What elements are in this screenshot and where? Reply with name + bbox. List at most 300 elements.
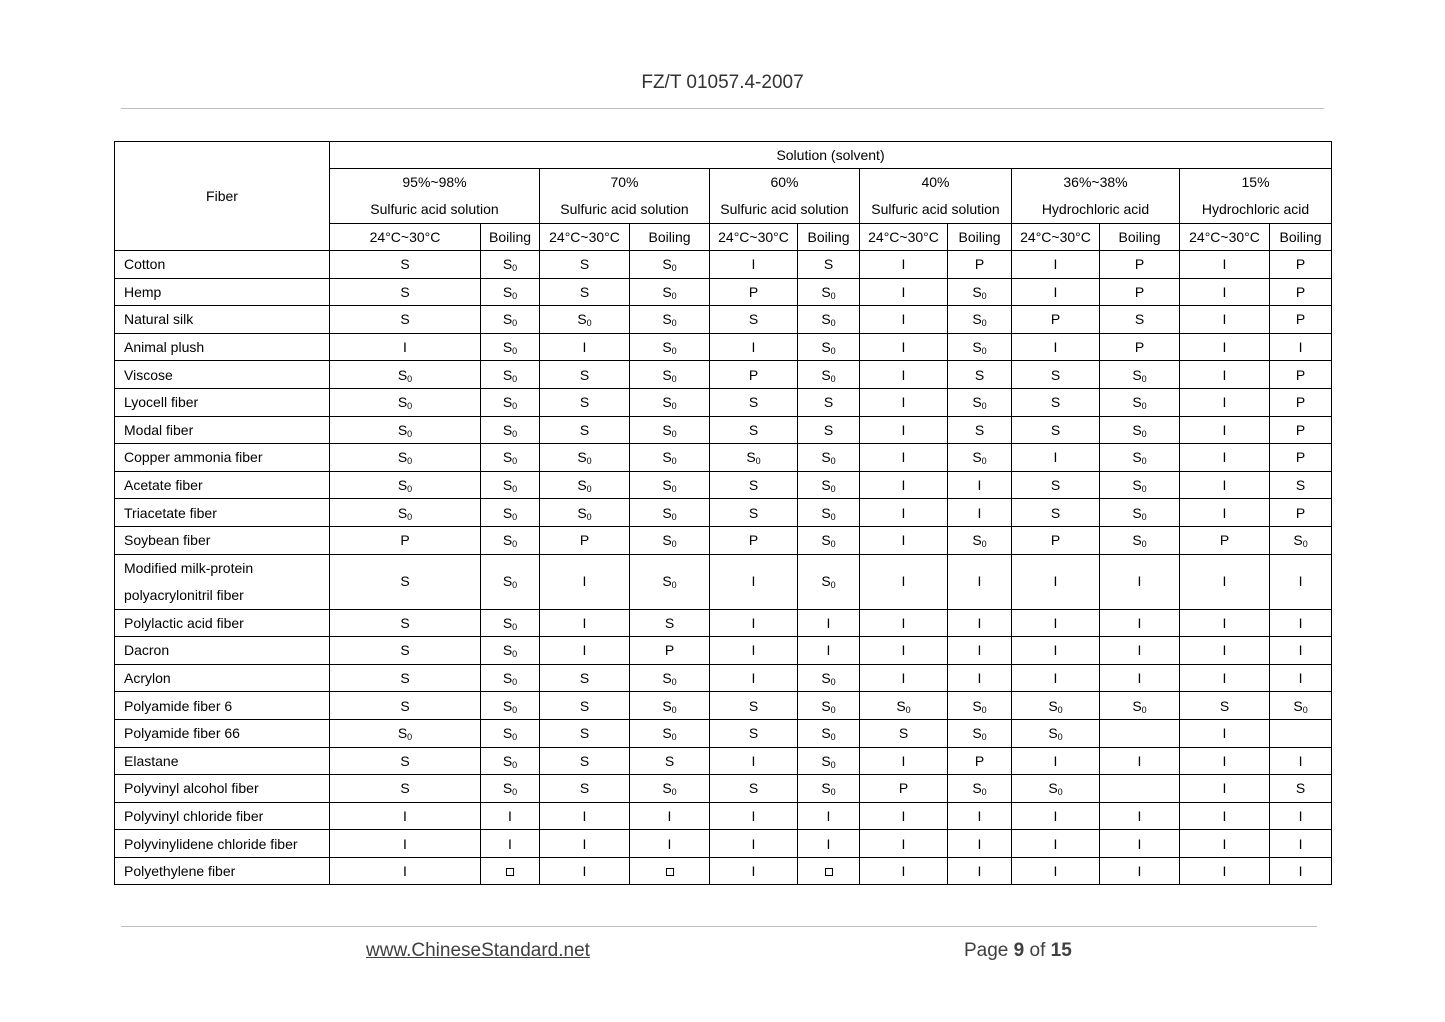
solubility-cell: S	[860, 719, 948, 747]
solubility-cell: I	[1012, 554, 1100, 609]
fiber-name: Polyvinyl chloride fiber	[115, 802, 330, 830]
solubility-cell: $S_0$	[860, 692, 948, 720]
solubility-cell: $S_0$	[1100, 471, 1180, 499]
solubility-cell: I	[948, 499, 1012, 527]
solution-concentration: 70%	[610, 174, 639, 190]
solution-column-header	[330, 169, 540, 224]
solution-name: Sulfuric acid solution	[370, 201, 499, 217]
solubility-cell: I	[1100, 830, 1180, 858]
square-mark-icon	[506, 868, 514, 876]
solubility-cell: I	[630, 802, 710, 830]
fiber-column-header: Fiber	[115, 142, 330, 251]
table-row	[115, 278, 1332, 306]
solubility-cell: I	[860, 416, 948, 444]
solubility-cell: $S_0$	[1012, 692, 1100, 720]
solubility-cell: P	[948, 251, 1012, 279]
temperature-header: 24°C~30°C	[860, 224, 948, 251]
solubility-cell: I	[1180, 775, 1270, 803]
solubility-cell: I	[1180, 857, 1270, 885]
fiber-name: Soybean fiber	[115, 526, 330, 554]
solubility-cell: $S_0$	[948, 692, 1012, 720]
boiling-header: Boiling	[630, 224, 710, 251]
fiber-name: Copper ammonia fiber	[115, 444, 330, 472]
solubility-cell: I	[1180, 306, 1270, 334]
solubility-cell: $S_0$	[630, 388, 710, 416]
solubility-cell: I	[860, 664, 948, 692]
page-of: of	[1029, 940, 1046, 961]
solubility-cell: I	[1180, 609, 1270, 637]
fiber-name: Acetate fiber	[115, 471, 330, 499]
fiber-name: Modal fiber	[115, 416, 330, 444]
solubility-cell: I	[1180, 664, 1270, 692]
solubility-cell: $S_0$	[630, 251, 710, 279]
solubility-cell: I	[860, 857, 948, 885]
solution-header: Solution (solvent)	[330, 142, 1332, 169]
solubility-cell	[630, 857, 710, 885]
solution-column-header	[710, 169, 860, 224]
solubility-cell: P	[1270, 499, 1332, 527]
solubility-cell: S	[540, 692, 630, 720]
solubility-cell: S	[710, 306, 798, 334]
solubility-cell: $S_0$	[798, 333, 860, 361]
solubility-cell: I	[948, 830, 1012, 858]
table-row	[115, 499, 1332, 527]
solubility-cell: S	[330, 775, 481, 803]
solubility-cell: I	[1270, 830, 1332, 858]
solution-concentration: 60%	[770, 174, 799, 190]
table-row	[115, 719, 1332, 747]
solubility-cell: $S_0$	[798, 719, 860, 747]
solution-concentration: 15%	[1241, 174, 1270, 190]
solubility-cell: P	[860, 775, 948, 803]
page-prefix: Page	[964, 940, 1009, 961]
solubility-cell: $S_0$	[710, 444, 798, 472]
solubility-cell: S	[1012, 361, 1100, 389]
solubility-cell: I	[1270, 637, 1332, 665]
square-mark-icon	[825, 868, 833, 876]
solubility-cell: I	[540, 609, 630, 637]
solubility-cell: I	[860, 526, 948, 554]
solubility-cell: I	[1180, 719, 1270, 747]
solubility-cell: I	[860, 278, 948, 306]
solubility-cell: P	[1100, 333, 1180, 361]
solubility-cell: I	[1180, 830, 1270, 858]
solubility-cell: I	[1270, 333, 1332, 361]
solubility-cell: I	[540, 637, 630, 665]
solubility-cell	[1270, 719, 1332, 747]
solubility-cell: S	[330, 278, 481, 306]
solubility-cell: P	[1270, 251, 1332, 279]
solubility-cell: $S_0$	[481, 609, 540, 637]
solubility-cell: I	[481, 802, 540, 830]
solubility-cell: $S_0$	[1100, 526, 1180, 554]
solubility-cell: I	[1180, 554, 1270, 609]
boiling-header: Boiling	[798, 224, 860, 251]
table-row	[115, 554, 1332, 609]
solubility-cell: I	[1100, 802, 1180, 830]
solubility-cell: I	[860, 361, 948, 389]
solubility-cell: P	[1012, 526, 1100, 554]
solubility-cell: $S_0$	[948, 388, 1012, 416]
solubility-cell: I	[948, 609, 1012, 637]
solubility-cell: $S_0$	[481, 499, 540, 527]
solubility-cell: I	[860, 747, 948, 775]
solution-concentration: 40%	[921, 174, 950, 190]
table-row	[115, 416, 1332, 444]
solubility-cell: P	[330, 526, 481, 554]
table-row	[115, 609, 1332, 637]
solubility-cell: $S_0$	[540, 306, 630, 334]
solubility-cell: P	[1270, 416, 1332, 444]
table-row	[115, 802, 1332, 830]
solubility-cell: I	[1180, 747, 1270, 775]
solubility-cell: $S_0$	[798, 554, 860, 609]
solubility-cell: I	[1100, 857, 1180, 885]
solubility-cell: I	[710, 333, 798, 361]
fiber-name-line: Modified milk-protein	[124, 559, 254, 576]
temperature-header: 24°C~30°C	[1012, 224, 1100, 251]
solubility-cell: I	[1100, 554, 1180, 609]
solubility-cell: S	[540, 388, 630, 416]
solubility-cell: $S_0$	[798, 361, 860, 389]
fiber-name: Polyamide fiber 6	[115, 692, 330, 720]
solubility-table	[114, 141, 1332, 885]
solubility-cell: $S_0$	[481, 664, 540, 692]
solubility-cell: $S_0$	[1100, 444, 1180, 472]
solubility-cell: S	[798, 251, 860, 279]
solubility-cell: I	[860, 830, 948, 858]
table-row	[115, 692, 1332, 720]
solubility-cell: I	[710, 830, 798, 858]
solubility-cell: P	[710, 526, 798, 554]
table-row	[115, 775, 1332, 803]
solubility-cell: $S_0$	[1100, 361, 1180, 389]
table-row	[115, 444, 1332, 472]
table-row	[115, 306, 1332, 334]
solubility-cell: P	[1270, 388, 1332, 416]
solubility-cell: $S_0$	[481, 637, 540, 665]
solubility-cell: S	[710, 692, 798, 720]
solubility-cell: I	[1180, 388, 1270, 416]
solubility-cell: I	[1270, 554, 1332, 609]
solubility-cell: S	[330, 747, 481, 775]
solubility-cell: I	[481, 830, 540, 858]
solubility-cell: $S_0$	[481, 747, 540, 775]
solubility-cell: $S_0$	[330, 719, 481, 747]
solubility-cell: $S_0$	[330, 499, 481, 527]
solubility-cell: I	[710, 857, 798, 885]
solubility-cell: S	[330, 637, 481, 665]
solubility-cell: I	[710, 802, 798, 830]
solution-column-header	[1012, 169, 1180, 224]
fiber-name: Polyvinylidene chloride fiber	[115, 830, 330, 858]
solubility-cell: I	[710, 554, 798, 609]
solubility-cell: P	[1270, 444, 1332, 472]
solubility-cell: I	[1012, 251, 1100, 279]
solubility-cell: I	[540, 333, 630, 361]
solubility-cell: I	[1180, 802, 1270, 830]
solubility-cell: $S_0$	[481, 471, 540, 499]
solubility-cell: $S_0$	[798, 306, 860, 334]
boiling-header: Boiling	[1100, 224, 1180, 251]
solution-column-header	[860, 169, 1012, 224]
solubility-cell: S	[710, 388, 798, 416]
solubility-cell: S	[710, 719, 798, 747]
fiber-name: Natural silk	[115, 306, 330, 334]
solution-name: Sulfuric acid solution	[560, 201, 689, 217]
table-row	[115, 251, 1332, 279]
fiber-name: Polyvinyl alcohol fiber	[115, 775, 330, 803]
solubility-cell: S	[330, 692, 481, 720]
solubility-cell: S	[330, 664, 481, 692]
solubility-cell: I	[330, 333, 481, 361]
solubility-cell: I	[540, 554, 630, 609]
solubility-cell: I	[860, 444, 948, 472]
table-row	[115, 857, 1332, 885]
table-row	[115, 664, 1332, 692]
solubility-cell: P	[1100, 251, 1180, 279]
solution-name: Sulfuric acid solution	[871, 201, 1000, 217]
table-row	[115, 637, 1332, 665]
solubility-cell: $S_0$	[630, 775, 710, 803]
solubility-cell: I	[710, 747, 798, 775]
solubility-cell: $S_0$	[630, 664, 710, 692]
solubility-cell: S	[1012, 388, 1100, 416]
solubility-cell: $S_0$	[330, 388, 481, 416]
solubility-cell: I	[860, 802, 948, 830]
solubility-cell	[1100, 719, 1180, 747]
fiber-name	[115, 554, 330, 609]
solubility-cell: P	[1012, 306, 1100, 334]
solubility-cell: $S_0$	[798, 444, 860, 472]
solution-name: Hydrochloric acid	[1041, 201, 1150, 217]
solubility-cell: P	[1180, 526, 1270, 554]
solubility-cell: I	[1180, 416, 1270, 444]
solubility-cell: I	[1012, 333, 1100, 361]
solubility-cell: I	[1270, 664, 1332, 692]
solubility-cell: $S_0$	[630, 361, 710, 389]
solubility-cell: I	[1100, 637, 1180, 665]
boiling-header: Boiling	[1270, 224, 1332, 251]
solubility-cell: $S_0$	[481, 388, 540, 416]
solubility-cell: S	[710, 775, 798, 803]
solubility-cell: I	[860, 554, 948, 609]
solubility-cell: $S_0$	[481, 251, 540, 279]
solubility-cell: S	[1012, 416, 1100, 444]
solubility-cell: I	[540, 802, 630, 830]
solubility-cell: $S_0$	[481, 692, 540, 720]
temperature-header: 24°C~30°C	[540, 224, 630, 251]
solubility-cell: $S_0$	[1100, 692, 1180, 720]
fiber-name: Dacron	[115, 637, 330, 665]
solubility-cell: I	[1100, 747, 1180, 775]
solubility-cell: $S_0$	[798, 664, 860, 692]
solubility-cell: S	[330, 251, 481, 279]
solubility-cell: $S_0$	[481, 361, 540, 389]
solubility-cell: $S_0$	[330, 471, 481, 499]
solubility-cell: S	[1012, 471, 1100, 499]
solubility-cell: $S_0$	[330, 361, 481, 389]
solubility-cell: $S_0$	[948, 444, 1012, 472]
solubility-cell: $S_0$	[630, 416, 710, 444]
table-row	[115, 526, 1332, 554]
solubility-cell: $S_0$	[798, 499, 860, 527]
solubility-cell: S	[540, 416, 630, 444]
solubility-cell: $S_0$	[481, 775, 540, 803]
solubility-cell: $S_0$	[798, 692, 860, 720]
solubility-cell: $S_0$	[1270, 526, 1332, 554]
table-row	[115, 471, 1332, 499]
solubility-cell: I	[1012, 664, 1100, 692]
solubility-cell: $S_0$	[948, 775, 1012, 803]
solubility-cell: I	[798, 637, 860, 665]
solubility-cell: I	[1180, 444, 1270, 472]
solution-concentration: 95%~98%	[402, 174, 467, 190]
solution-column-header	[1180, 169, 1332, 224]
solubility-cell: I	[1012, 857, 1100, 885]
solubility-cell: $S_0$	[1012, 775, 1100, 803]
solubility-cell: I	[1100, 609, 1180, 637]
solubility-cell: I	[860, 499, 948, 527]
solubility-cell: I	[1180, 251, 1270, 279]
solubility-cell: S	[630, 747, 710, 775]
solubility-cell: $S_0$	[481, 416, 540, 444]
solubility-cell: I	[630, 830, 710, 858]
solubility-cell: S	[1100, 306, 1180, 334]
solubility-cell	[1100, 775, 1180, 803]
solubility-cell: $S_0$	[1100, 416, 1180, 444]
solubility-cell: $S_0$	[630, 471, 710, 499]
temperature-header: 24°C~30°C	[1180, 224, 1270, 251]
solubility-cell: $S_0$	[630, 278, 710, 306]
solubility-cell: S	[330, 554, 481, 609]
solubility-cell: I	[1180, 333, 1270, 361]
solubility-cell: I	[1270, 857, 1332, 885]
solubility-cell: $S_0$	[630, 499, 710, 527]
solubility-cell: I	[1012, 609, 1100, 637]
solution-column-header	[540, 169, 710, 224]
solubility-cell: S	[540, 747, 630, 775]
solubility-cell: I	[1012, 747, 1100, 775]
solubility-cell: $S_0$	[330, 444, 481, 472]
solubility-cell: I	[1180, 471, 1270, 499]
solubility-cell: S	[798, 388, 860, 416]
solubility-cell: P	[540, 526, 630, 554]
table-row	[115, 830, 1332, 858]
solubility-cell: $S_0$	[948, 278, 1012, 306]
fiber-name: Polyamide fiber 66	[115, 719, 330, 747]
footer-divider	[121, 926, 1317, 927]
solubility-cell: S	[540, 719, 630, 747]
solubility-cell: $S_0$	[798, 471, 860, 499]
solubility-cell: I	[540, 857, 630, 885]
solubility-cell: I	[1012, 278, 1100, 306]
solubility-cell: I	[1012, 637, 1100, 665]
solubility-cell: $S_0$	[630, 692, 710, 720]
table-row	[115, 333, 1332, 361]
solubility-cell: S	[710, 471, 798, 499]
fiber-name: Viscose	[115, 361, 330, 389]
fiber-name: Animal plush	[115, 333, 330, 361]
solubility-cell: I	[948, 637, 1012, 665]
solubility-cell: I	[1270, 609, 1332, 637]
solubility-cell: I	[860, 637, 948, 665]
solubility-cell: S	[1180, 692, 1270, 720]
solubility-cell: P	[1100, 278, 1180, 306]
solubility-cell: P	[1270, 306, 1332, 334]
solubility-cell: $S_0$	[630, 444, 710, 472]
website-link[interactable]: www.ChineseStandard.net	[366, 940, 590, 961]
boiling-header: Boiling	[481, 224, 540, 251]
solubility-cell: S	[1012, 499, 1100, 527]
solution-concentration: 36%~38%	[1063, 174, 1128, 190]
solubility-cell: I	[1012, 802, 1100, 830]
solubility-cell: I	[948, 802, 1012, 830]
solubility-cell: S	[330, 306, 481, 334]
solubility-cell: S	[540, 251, 630, 279]
solubility-cell: I	[948, 664, 1012, 692]
page-current: 9	[1013, 940, 1025, 961]
solubility-cell: I	[860, 388, 948, 416]
solubility-cell: I	[1180, 278, 1270, 306]
solubility-cell: I	[1012, 830, 1100, 858]
solution-name: Hydrochloric acid	[1201, 201, 1310, 217]
solubility-cell: $S_0$	[481, 333, 540, 361]
solubility-cell: S	[1270, 471, 1332, 499]
solubility-cell: $S_0$	[481, 554, 540, 609]
solubility-cell: $S_0$	[1100, 499, 1180, 527]
solubility-cell: S	[630, 609, 710, 637]
solubility-cell: $S_0$	[798, 278, 860, 306]
solubility-cell: S	[330, 609, 481, 637]
solubility-cell: I	[860, 306, 948, 334]
solubility-cell: I	[860, 251, 948, 279]
solubility-cell: S	[540, 664, 630, 692]
solubility-cell: S	[1270, 775, 1332, 803]
document-code-header: FZ/T 01057.4-2007	[641, 72, 804, 93]
solubility-cell: P	[710, 361, 798, 389]
solubility-cell: $S_0$	[948, 719, 1012, 747]
solubility-cell: I	[1270, 747, 1332, 775]
solubility-cell: I	[1100, 664, 1180, 692]
solubility-cell: S	[798, 416, 860, 444]
solubility-cell: P	[710, 278, 798, 306]
solubility-cell: $S_0$	[630, 333, 710, 361]
solubility-cell: $S_0$	[948, 306, 1012, 334]
fiber-name: Lyocell fiber	[115, 388, 330, 416]
solubility-cell: I	[798, 609, 860, 637]
solubility-cell: $S_0$	[481, 444, 540, 472]
solubility-cell: I	[860, 471, 948, 499]
solubility-cell: I	[710, 637, 798, 665]
fiber-name: Hemp	[115, 278, 330, 306]
solubility-cell: $S_0$	[798, 747, 860, 775]
fiber-name: Polylactic acid fiber	[115, 609, 330, 637]
solubility-cell: $S_0$	[630, 526, 710, 554]
solubility-cell: I	[860, 609, 948, 637]
solubility-cell: P	[1270, 361, 1332, 389]
solubility-cell: I	[540, 830, 630, 858]
solubility-cell	[481, 857, 540, 885]
solubility-cell: S	[710, 416, 798, 444]
page-indicator	[964, 940, 1072, 962]
fiber-name-line: polyacrylonitril fiber	[124, 586, 244, 603]
fiber-name: Elastane	[115, 747, 330, 775]
page-total: 15	[1050, 940, 1072, 961]
solubility-cell: $S_0$	[540, 444, 630, 472]
solubility-cell: I	[330, 857, 481, 885]
solubility-cell	[798, 857, 860, 885]
